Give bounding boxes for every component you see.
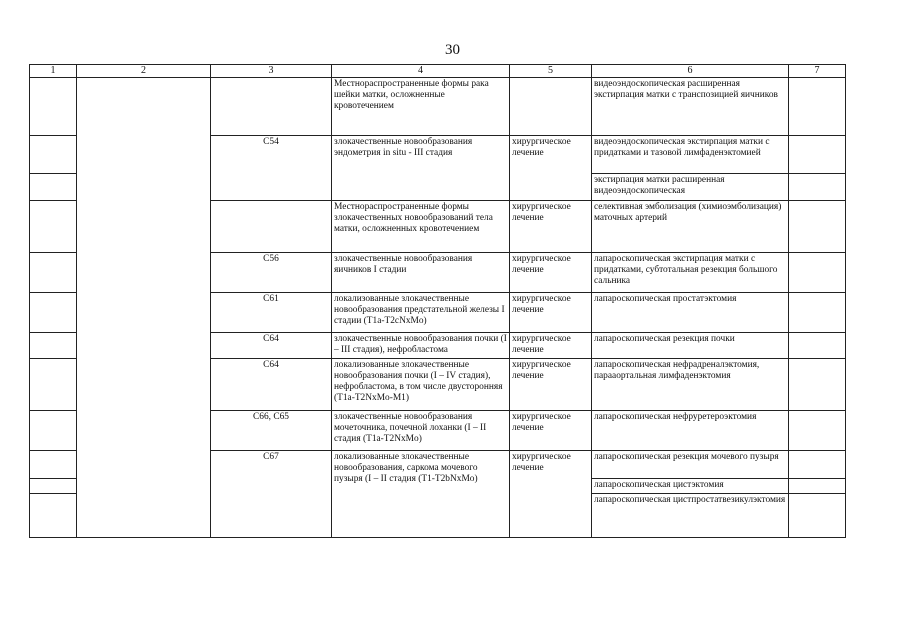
cell-method: лапароскопическая цистпростатвезикулэктомия	[592, 494, 789, 538]
cell-col1	[30, 359, 77, 411]
cell-treatment: хирургическое лечение	[510, 253, 592, 293]
cell-code: C64	[211, 359, 332, 411]
cell-treatment: хирургическое лечение	[510, 411, 592, 451]
header-row	[30, 65, 846, 78]
cell-diagnosis: Местнораспространенные формы злокачественных новообразований тела матки, осложненных кровотечением	[332, 201, 510, 253]
header-col-1: 1	[30, 65, 77, 78]
cell-col1	[30, 136, 77, 174]
header-col-3: 3	[211, 65, 332, 78]
cell-col7	[789, 359, 846, 411]
cell-col1	[30, 78, 77, 136]
cell-code	[211, 78, 332, 136]
cell-diagnosis: злокачественные новообразования почки (I – III стадия), нефробластома	[332, 333, 510, 359]
cell-treatment: хирургическое лечение	[510, 333, 592, 359]
cell-method: видеоэндоскопическая расширенная экстирпация матки с транспозицией яичников	[592, 78, 789, 136]
cell-code: C66, C65	[211, 411, 332, 451]
cell-col7	[789, 494, 846, 538]
cell-treatment: хирургическое лечение	[510, 201, 592, 253]
header-col-7: 7	[789, 65, 846, 78]
cell-method: лапароскопическая нефрадреналэктомия, парааортальная лимфаденэктомия	[592, 359, 789, 411]
header-col-4: 4	[332, 65, 510, 78]
page-number: 30	[445, 42, 460, 58]
procedures-table	[29, 64, 846, 538]
cell-diagnosis: локализованные злокачественные новообразования, саркома мочевого пузыря (I – II стадия (T1-T2bNxMo)	[332, 451, 510, 538]
cell-code: C61	[211, 293, 332, 333]
cell-col1	[30, 494, 77, 538]
cell-col7	[789, 78, 846, 136]
cell-treatment: хирургическое лечение	[510, 293, 592, 333]
cell-code: C54	[211, 136, 332, 201]
cell-diagnosis: Местнораспространенные формы рака шейки матки, осложненные кровотечением	[332, 78, 510, 136]
cell-treatment	[510, 78, 592, 136]
cell-treatment: хирургическое лечение	[510, 136, 592, 201]
cell-col7	[789, 293, 846, 333]
cell-code: C64	[211, 333, 332, 359]
cell-method: лапароскопическая цистэктомия	[592, 479, 789, 494]
cell-col7	[789, 333, 846, 359]
cell-diagnosis: злокачественные новообразования яичников I стадии	[332, 253, 510, 293]
cell-col7	[789, 253, 846, 293]
cell-diagnosis: локализованные злокачественные новообразования почки (I – IV стадия), нефробластома, в том числе двусторонняя (T1a-T2NxMo-M1)	[332, 359, 510, 411]
cell-treatment: хирургическое лечение	[510, 359, 592, 411]
header-col-6: 6	[592, 65, 789, 78]
cell-col2-merged	[77, 78, 211, 538]
cell-col1	[30, 253, 77, 293]
table-row	[30, 78, 846, 136]
cell-treatment: хирургическое лечение	[510, 451, 592, 538]
cell-diagnosis: злокачественные новообразования мочеточника, почечной лоханки (I – II стадия (T1a-T2NxMo)	[332, 411, 510, 451]
cell-col1	[30, 451, 77, 479]
cell-col7	[789, 201, 846, 253]
cell-code: C67	[211, 451, 332, 538]
header-col-2: 2	[77, 65, 211, 78]
cell-method: лапароскопическая экстирпация матки с придатками, субтотальная резекция большого сальника	[592, 253, 789, 293]
cell-method: лапароскопическая резекция почки	[592, 333, 789, 359]
cell-method: селективная эмболизация (химиоэмболизация) маточных артерий	[592, 201, 789, 253]
cell-col1	[30, 293, 77, 333]
cell-method: лапароскопическая резекция мочевого пузыря	[592, 451, 789, 479]
cell-col1	[30, 201, 77, 253]
cell-col7	[789, 479, 846, 494]
cell-col1	[30, 333, 77, 359]
cell-col1	[30, 479, 77, 494]
cell-code	[211, 201, 332, 253]
cell-method: экстирпация матки расширенная видеоэндоскопическая	[592, 174, 789, 201]
cell-col7	[789, 451, 846, 479]
cell-col7	[789, 136, 846, 174]
cell-col7	[789, 174, 846, 201]
cell-method: лапароскопическая простатэктомия	[592, 293, 789, 333]
cell-col1	[30, 174, 77, 201]
cell-col7	[789, 411, 846, 451]
cell-diagnosis: локализованные злокачественные новообразования предстательной железы I стадии (T1a-T2cNxMo)	[332, 293, 510, 333]
cell-code: C56	[211, 253, 332, 293]
cell-method: лапароскопическая нефруретероэктомия	[592, 411, 789, 451]
cell-col1	[30, 411, 77, 451]
header-col-5: 5	[510, 65, 592, 78]
cell-method: видеоэндоскопическая экстирпация матки с придатками и тазовой лимфаденэктомией	[592, 136, 789, 174]
cell-diagnosis: злокачественные новообразования эндометрия in situ - III стадия	[332, 136, 510, 201]
